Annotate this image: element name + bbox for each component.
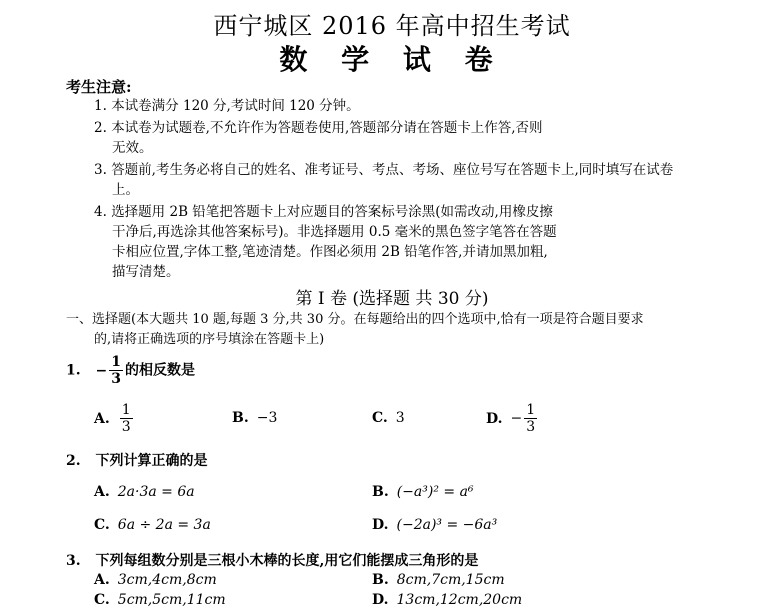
option-label: C. <box>94 592 110 608</box>
notice-item-text-cont: 上。 <box>112 182 139 198</box>
exam-title: 西宁城区 2016 年高中招生考试 <box>213 12 571 40</box>
notice-item-text-cont: 干净后,再选涂其他答案标号)。非选择题用 0.5 毫米的黑色签字笔答在答题 <box>112 224 557 240</box>
notice-item-1 <box>94 96 360 116</box>
option-text: 2a·3a = 6a <box>117 484 195 500</box>
option-text: 3cm,4cm,8cm <box>117 572 217 588</box>
option-text: 13cm,12cm,20cm <box>396 592 523 608</box>
question-2-stem <box>66 450 208 470</box>
question-3-option-a[interactable] <box>94 572 217 588</box>
notice-item-text-cont: 描写清楚。 <box>112 264 180 280</box>
stem-minus: − <box>95 362 108 379</box>
stem-fraction <box>109 354 123 387</box>
option-text: 3 <box>395 410 405 426</box>
notice-item-number: 3. <box>94 162 107 178</box>
question-3-option-d[interactable] <box>372 592 522 608</box>
question-3-option-b[interactable] <box>372 572 505 588</box>
option-label: C. <box>372 410 388 426</box>
question-2-option-b[interactable] <box>372 484 474 500</box>
option-text: (−2a)³ = −6a³ <box>396 517 498 533</box>
question-2-option-a[interactable] <box>94 484 195 500</box>
option-label: B. <box>232 410 249 426</box>
frac-denominator: 3 <box>526 419 536 435</box>
option-minus: − <box>510 410 523 427</box>
option-label: A. <box>94 572 110 588</box>
notice-heading: 考生注意: <box>66 78 132 96</box>
frac-numerator: 1 <box>121 402 131 418</box>
option-label: D. <box>372 592 389 608</box>
option-fraction <box>524 402 537 435</box>
option-label: C. <box>94 517 110 533</box>
question-3-option-c[interactable] <box>94 592 226 608</box>
question-1-option-b[interactable] <box>232 410 277 426</box>
section-title: 第 I 卷 (选择题 共 30 分) <box>295 289 489 309</box>
notice-item-number: 1. <box>94 98 107 114</box>
frac-denominator: 3 <box>111 371 121 387</box>
option-fraction <box>120 402 133 435</box>
notice-item-text: 答题前,考生务必将自己的姓名、准考证号、考点、考场、座位号写在答题卡上,同时填写在试卷 <box>111 162 674 178</box>
part-instructions-line-1: 一、选择题(本大题共 10 题,每题 3 分,共 30 分。在每题给出的四个选项中,恰有一项是符合题目要求 <box>66 312 644 327</box>
option-text: 5cm,5cm,11cm <box>117 592 226 608</box>
exam-subtitle: 数 学 试 卷 <box>279 43 505 76</box>
question-1-stem <box>66 354 195 387</box>
question-1-option-a[interactable] <box>94 402 135 435</box>
question-2-option-c[interactable] <box>94 517 211 533</box>
notice-item-text-cont: 无效。 <box>112 140 153 156</box>
question-number: 2. <box>66 453 81 469</box>
stem-text: 下列每组数分别是三根小木棒的长度,用它们能摆成三角形的是 <box>95 553 479 569</box>
question-1-option-c[interactable] <box>372 410 405 426</box>
question-number: 1. <box>66 362 81 379</box>
option-label: A. <box>94 484 110 500</box>
part-instructions-line-2: 的,请将正确选项的序号填涂在答题卡上) <box>94 332 325 347</box>
notice-item-text: 选择题用 2B 铅笔把答题卡上对应题目的答案标号涂黑(如需改动,用橡皮擦 <box>111 204 553 220</box>
frac-numerator: 1 <box>526 402 536 418</box>
question-3-stem <box>66 550 478 570</box>
stem-text: 下列计算正确的是 <box>95 453 208 469</box>
notice-item-number: 4. <box>94 204 107 220</box>
notice-item-text: 本试卷满分 120 分,考试时间 120 分钟。 <box>111 98 360 114</box>
notice-item-4 <box>94 202 553 222</box>
frac-numerator: 1 <box>111 354 121 370</box>
notice-item-3 <box>94 160 673 180</box>
question-1-option-d[interactable] <box>486 402 539 435</box>
option-label: D. <box>372 517 389 533</box>
stem-text: 的相反数是 <box>124 362 195 379</box>
notice-item-text: 本试卷为试题卷,不允许作为答题卷使用,答题部分请在答题卡上作答,否则 <box>111 120 543 136</box>
option-label: B. <box>372 572 389 588</box>
option-text: −3 <box>256 410 278 426</box>
notice-item-text-cont: 卡相应位置,字体工整,笔迹清楚。作图必须用 2B 铅笔作答,并请加黑加粗, <box>112 244 548 260</box>
option-text: 8cm,7cm,15cm <box>396 572 505 588</box>
option-label: A. <box>94 410 110 427</box>
option-text: 6a ÷ 2a = 3a <box>117 517 211 533</box>
notice-item-number: 2. <box>94 120 107 136</box>
option-label: D. <box>486 410 503 427</box>
question-2-option-d[interactable] <box>372 517 497 533</box>
notice-item-2 <box>94 118 543 138</box>
question-number: 3. <box>66 553 81 569</box>
option-text: (−a³)² = a⁶ <box>396 484 474 500</box>
option-label: B. <box>372 484 389 500</box>
frac-denominator: 3 <box>121 419 131 435</box>
